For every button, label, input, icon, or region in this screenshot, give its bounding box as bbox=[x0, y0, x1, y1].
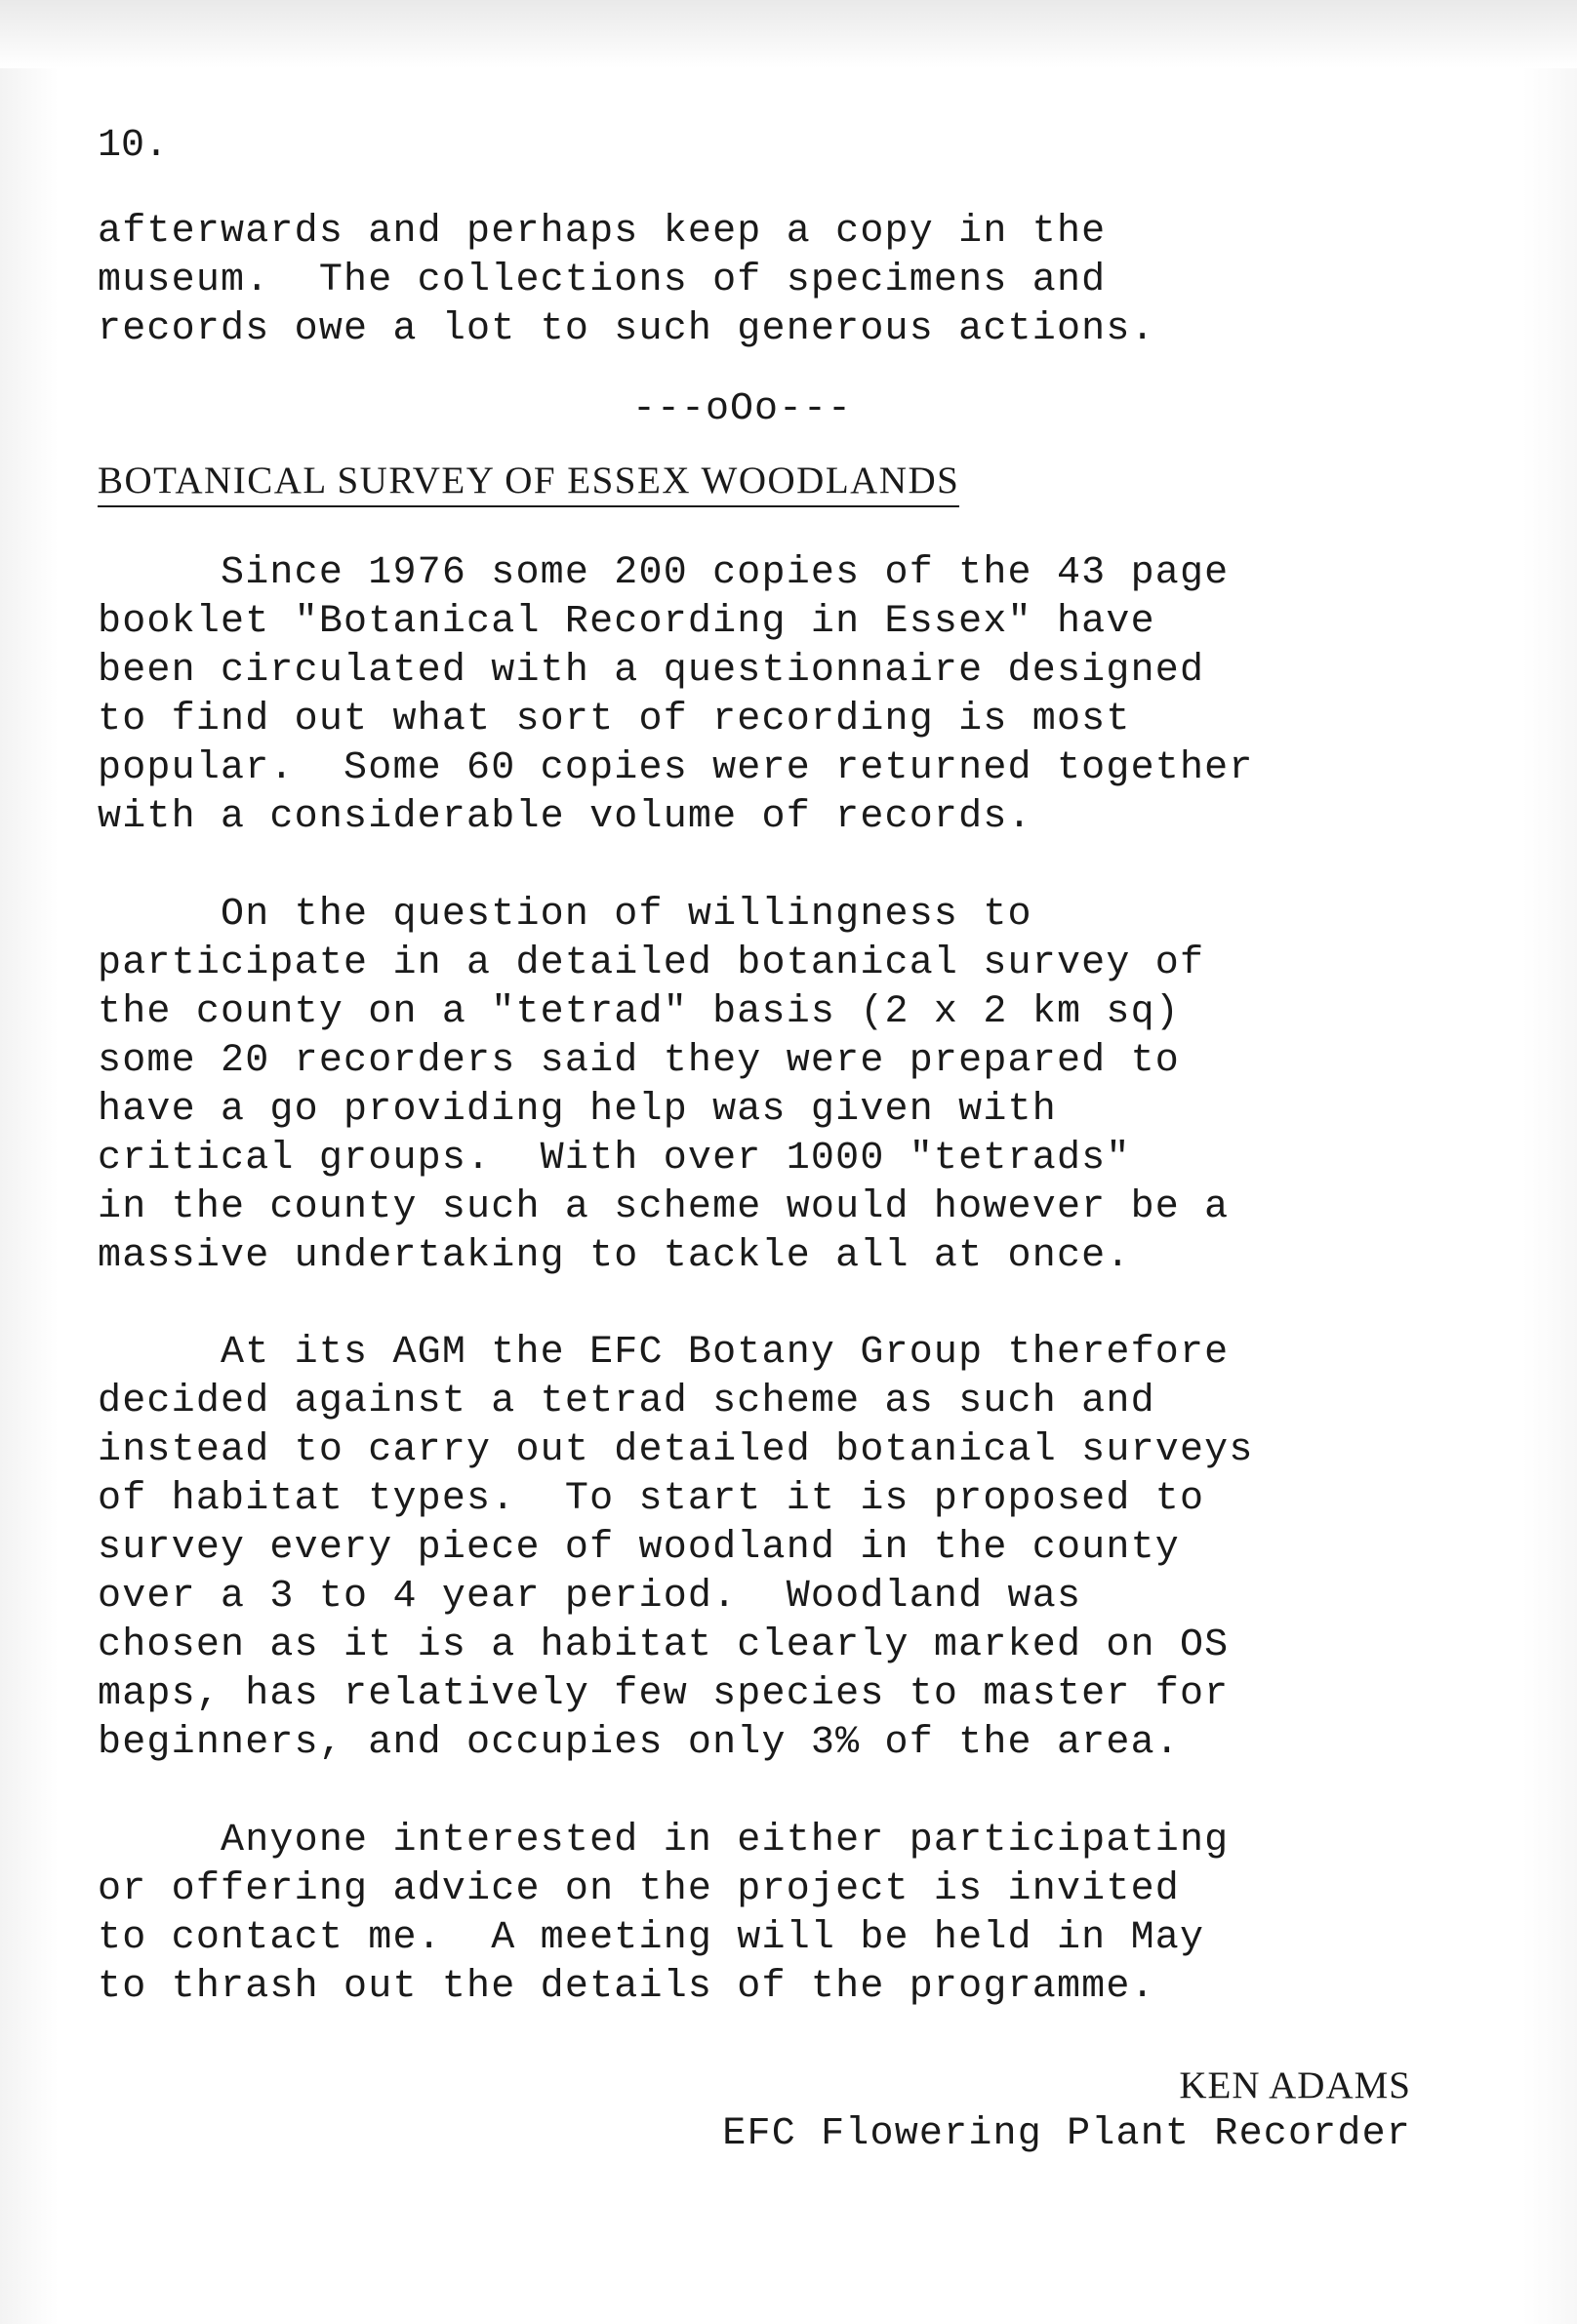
paragraph3-line: beginners, and occupies only 3% of the area. bbox=[98, 1721, 1180, 1765]
paragraph1-line: with a considerable volume of records. bbox=[98, 795, 1032, 839]
paragraph1-line: been circulated with a questionnaire designed bbox=[98, 649, 1205, 693]
paragraph2-line: critical groups. With over 1000 "tetrads" bbox=[98, 1137, 1131, 1181]
paragraph3-line: decided against a tetrad scheme as such and bbox=[98, 1380, 1155, 1423]
signature-title: EFC Flowering Plant Recorder bbox=[722, 2112, 1411, 2156]
paragraph3-line: instead to carry out detailed botanical surveys bbox=[98, 1428, 1254, 1472]
intro-line: afterwards and perhaps keep a copy in the bbox=[98, 210, 1107, 254]
paragraph3-line: chosen as it is a habitat clearly marked on OS bbox=[98, 1623, 1230, 1667]
paragraph2-line: On the question of willingness to bbox=[98, 893, 1032, 937]
paragraph2-line: the county on a "tetrad" basis (2 x 2 km sq) bbox=[98, 990, 1180, 1034]
paragraph2-line: massive undertaking to tackle all at once. bbox=[98, 1234, 1131, 1278]
paragraph1-line: popular. Some 60 copies were returned together bbox=[98, 746, 1254, 790]
paragraph3-line: maps, has relatively few species to master for bbox=[98, 1672, 1230, 1716]
paragraph3-line: over a 3 to 4 year period. Woodland was bbox=[98, 1575, 1082, 1619]
paragraph4-line: or offering advice on the project is invited bbox=[98, 1867, 1180, 1911]
page-top-shadow bbox=[0, 0, 1577, 68]
signature-name: KEN ADAMS bbox=[1179, 2064, 1411, 2106]
paragraph4-line: to thrash out the details of the programme. bbox=[98, 1965, 1155, 2009]
section-heading: BOTANICAL SURVEY OF ESSEX WOODLANDS bbox=[98, 457, 959, 507]
section-separator: ---oOo--- bbox=[632, 387, 853, 431]
paragraph3-line: of habitat types. To start it is proposed to bbox=[98, 1477, 1205, 1521]
paragraph2-line: participate in a detailed botanical survey of bbox=[98, 942, 1205, 985]
paragraph2-line: have a go providing help was given with bbox=[98, 1088, 1057, 1132]
paragraph4-line: to contact me. A meeting will be held in May bbox=[98, 1916, 1205, 1960]
paragraph4-line: Anyone interested in either participating bbox=[98, 1819, 1230, 1863]
paragraph1-line: to find out what sort of recording is most bbox=[98, 698, 1131, 741]
page-number: 10. bbox=[98, 124, 169, 168]
paragraph3-line: survey every piece of woodland in the county bbox=[98, 1526, 1180, 1570]
paragraph2-line: in the county such a scheme would however be a bbox=[98, 1185, 1230, 1229]
paragraph3-line: At its AGM the EFC Botany Group therefore bbox=[98, 1331, 1230, 1375]
intro-line: museum. The collections of specimens and bbox=[98, 259, 1107, 302]
paragraph1-line: booklet "Botanical Recording in Essex" have bbox=[98, 600, 1155, 644]
paragraph2-line: some 20 recorders said they were prepared to bbox=[98, 1039, 1180, 1083]
intro-line: records owe a lot to such generous actions. bbox=[98, 307, 1155, 351]
paragraph1-line: Since 1976 some 200 copies of the 43 page bbox=[98, 551, 1230, 595]
